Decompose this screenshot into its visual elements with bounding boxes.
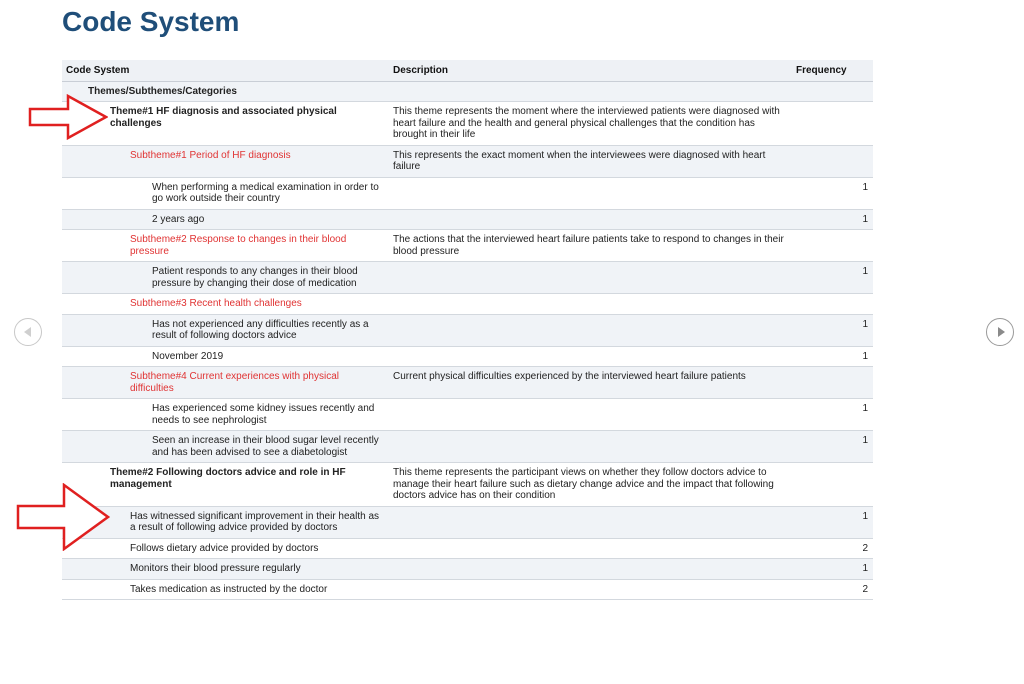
- description-cell: [389, 431, 792, 463]
- frequency-cell: 2: [792, 538, 873, 559]
- code-cell: 2 years ago: [62, 209, 389, 230]
- code-cell: Monitors their blood pressure regularly: [62, 559, 389, 580]
- code-system-table: [62, 60, 873, 600]
- frequency-cell: [792, 145, 873, 177]
- frequency-cell: [792, 463, 873, 507]
- code-row: [62, 431, 873, 463]
- code-row: [62, 262, 873, 294]
- code-row: [62, 177, 873, 209]
- code-row: [62, 399, 873, 431]
- frequency-cell: 1: [792, 346, 873, 367]
- code-row: [62, 538, 873, 559]
- description-cell: [389, 314, 792, 346]
- code-cell: Subtheme#2 Response to changes in their blood pressure: [62, 230, 389, 262]
- frequency-cell: [792, 81, 873, 102]
- chevron-left-icon: [24, 327, 31, 337]
- description-cell: [389, 209, 792, 230]
- description-cell: [389, 538, 792, 559]
- header-description: Description: [389, 60, 792, 81]
- code-system-table-container: [62, 60, 873, 600]
- description-cell: [389, 262, 792, 294]
- header-code-system: Code System: [62, 60, 389, 81]
- next-slide-button[interactable]: [986, 318, 1014, 346]
- code-cell: Follows dietary advice provided by doctors: [62, 538, 389, 559]
- code-cell: Has witnessed significant improvement in their health as a result of following advice provided by doctors: [62, 506, 389, 538]
- description-cell: [389, 177, 792, 209]
- code-row: [62, 346, 873, 367]
- frequency-cell: 2: [792, 579, 873, 600]
- code-row: [62, 559, 873, 580]
- frequency-cell: 1: [792, 314, 873, 346]
- description-cell: [389, 399, 792, 431]
- code-cell: Themes/Subthemes/Categories: [62, 81, 389, 102]
- frequency-cell: [792, 230, 873, 262]
- frequency-cell: 1: [792, 177, 873, 209]
- table-body: [62, 81, 873, 600]
- code-cell: Subtheme#4 Current experiences with physical difficulties: [62, 367, 389, 399]
- code-cell: Subtheme#1 Period of HF diagnosis: [62, 145, 389, 177]
- description-cell: [389, 294, 792, 315]
- description-cell: [389, 559, 792, 580]
- header-frequency: Frequency: [792, 60, 873, 81]
- code-row: [62, 209, 873, 230]
- code-cell: Has not experienced any difficulties recently as a result of following doctors advice: [62, 314, 389, 346]
- code-cell: When performing a medical examination in order to go work outside their country: [62, 177, 389, 209]
- description-cell: [389, 346, 792, 367]
- code-cell: Patient responds to any changes in their blood pressure by changing their dose of medication: [62, 262, 389, 294]
- frequency-cell: 1: [792, 559, 873, 580]
- code-cell: Seen an increase in their blood sugar level recently and has been advised to see a diabetologist: [62, 431, 389, 463]
- frequency-cell: 1: [792, 399, 873, 431]
- frequency-cell: [792, 294, 873, 315]
- theme-row: [62, 463, 873, 507]
- frequency-cell: 1: [792, 262, 873, 294]
- chevron-right-icon: [998, 327, 1005, 337]
- page-title: Code System: [62, 6, 240, 37]
- code-cell: Has experienced some kidney issues recently and needs to see nephrologist: [62, 399, 389, 431]
- subtheme-row: [62, 145, 873, 177]
- code-cell: Theme#2 Following doctors advice and role in HF management: [62, 463, 389, 507]
- code-row: [62, 314, 873, 346]
- frequency-cell: [792, 102, 873, 146]
- subtheme-row: [62, 230, 873, 262]
- subtheme-row: [62, 294, 873, 315]
- description-cell: This theme represents the participant views on whether they follow doctors advice to manage their heart failure such as dietary change advice and the impact that following doctors advice has on their condition: [389, 463, 792, 507]
- frequency-cell: [792, 367, 873, 399]
- code-cell: Theme#1 HF diagnosis and associated physical challenges: [62, 102, 389, 146]
- description-cell: [389, 81, 792, 102]
- description-cell: This theme represents the moment where the interviewed patients were diagnosed with heart failure and the health and general physical challenges that the condition has brought in their life: [389, 102, 792, 146]
- frequency-cell: 1: [792, 209, 873, 230]
- code-cell: Takes medication as instructed by the doctor: [62, 579, 389, 600]
- description-cell: The actions that the interviewed heart failure patients take to respond to changes in their blood pressure: [389, 230, 792, 262]
- category-header-row: [62, 81, 873, 102]
- frequency-cell: 1: [792, 431, 873, 463]
- annotation-arrow-theme2: [16, 483, 110, 551]
- code-row: [62, 506, 873, 538]
- code-cell: November 2019: [62, 346, 389, 367]
- subtheme-row: [62, 367, 873, 399]
- code-row: [62, 579, 873, 600]
- prev-slide-button[interactable]: [14, 318, 42, 346]
- theme-row: [62, 102, 873, 146]
- annotation-arrow-theme1: [28, 94, 108, 140]
- table-header-row: [62, 60, 873, 81]
- description-cell: Current physical difficulties experienced by the interviewed heart failure patients: [389, 367, 792, 399]
- frequency-cell: 1: [792, 506, 873, 538]
- description-cell: This represents the exact moment when the interviewees were diagnosed with heart failure: [389, 145, 792, 177]
- code-cell: Subtheme#3 Recent health challenges: [62, 294, 389, 315]
- description-cell: [389, 506, 792, 538]
- description-cell: [389, 579, 792, 600]
